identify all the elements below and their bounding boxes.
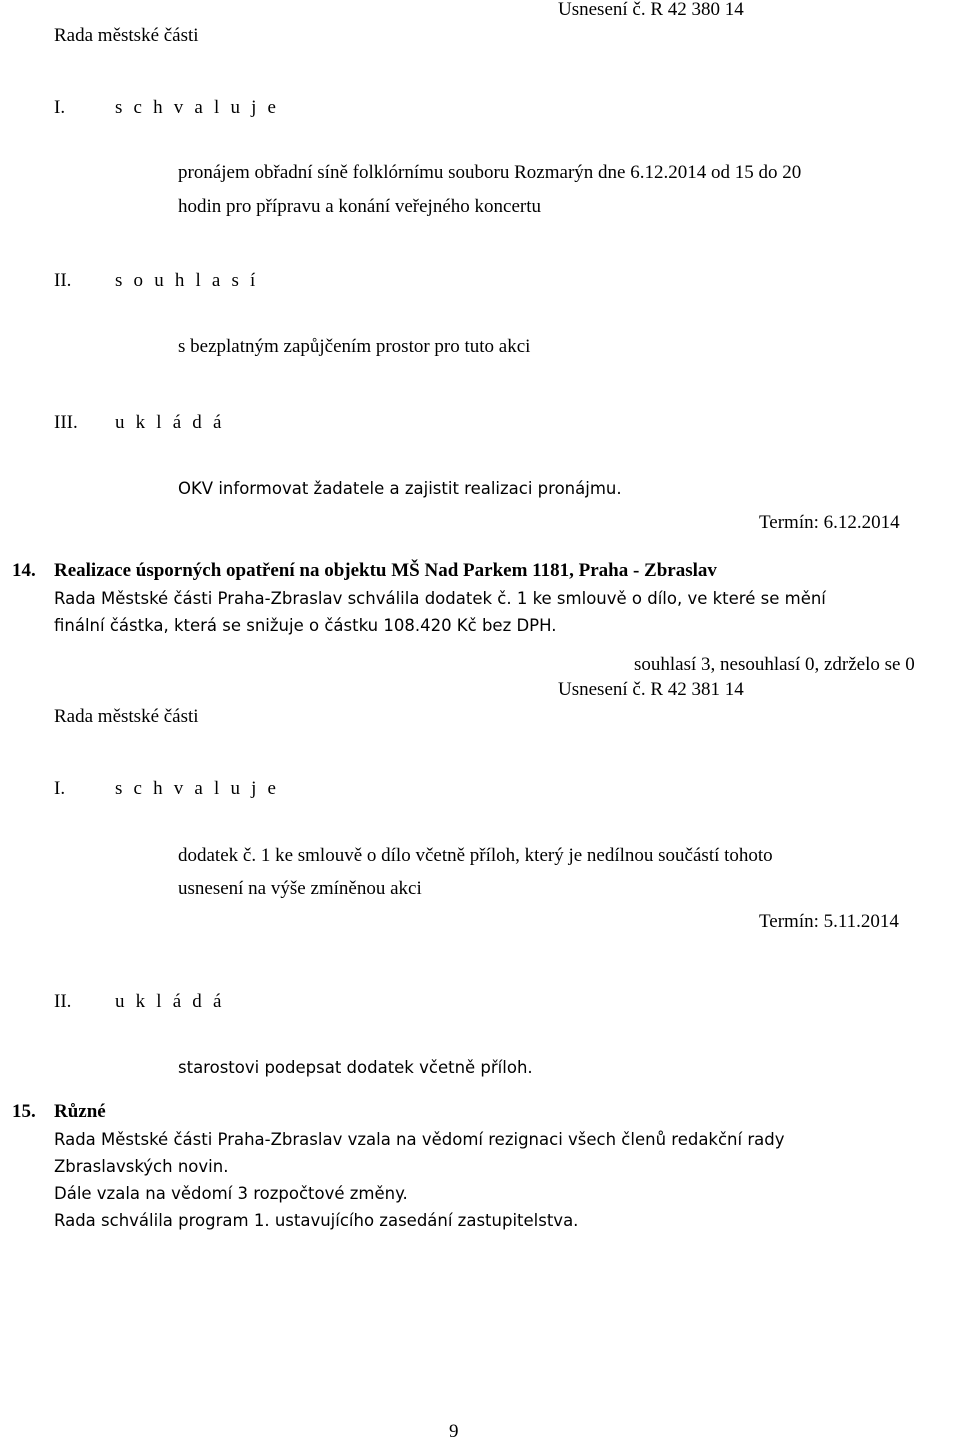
item-verb: u k l á d á bbox=[115, 991, 225, 1012]
item-text-line: hodin pro přípravu a konání veřejného koncertu bbox=[178, 196, 541, 217]
item-text-line: pronájem obřadní síně folklórnímu souboru Rozmarýn dne 6.12.2014 od 15 do 20 bbox=[178, 162, 802, 183]
item-verb: s c h v a l u j e bbox=[115, 778, 280, 799]
item-text-line: OKV informovat žadatele a zajistit realizaci pronájmu. bbox=[178, 479, 622, 498]
section-text-line: Rada schválila program 1. ustavujícího zasedání zastupitelstva. bbox=[54, 1211, 579, 1230]
deadline: Termín: 6.12.2014 bbox=[759, 512, 900, 533]
item-numeral: II. bbox=[54, 270, 72, 291]
item-text-line: s bezplatným zapůjčením prostor pro tuto akci bbox=[178, 336, 531, 357]
item-verb: s o u h l a s í bbox=[115, 270, 259, 291]
item-verb: s c h v a l u j e bbox=[115, 97, 280, 118]
resolution-number: Usnesení č. R 42 381 14 bbox=[558, 679, 744, 700]
item-verb: u k l á d á bbox=[115, 412, 225, 433]
section-number: 15. bbox=[12, 1101, 36, 1122]
section-text-line: Dále vzala na vědomí 3 rozpočtové změny. bbox=[54, 1184, 408, 1203]
section-number: 14. bbox=[12, 560, 36, 581]
item-text-line: usnesení na výše zmíněnou akci bbox=[178, 878, 422, 899]
item-numeral: III. bbox=[54, 412, 78, 433]
board-name: Rada městské části bbox=[54, 25, 199, 46]
vote-result: souhlasí 3, nesouhlasí 0, zdrželo se 0 bbox=[634, 654, 915, 675]
section-desc-line: Rada Městské části Praha-Zbraslav schválila dodatek č. 1 ke smlouvě o dílo, ve které se mění bbox=[54, 589, 826, 608]
item-numeral: I. bbox=[54, 97, 66, 118]
item-text-line: dodatek č. 1 ke smlouvě o dílo včetně příloh, který je nedílnou součástí tohoto bbox=[178, 845, 773, 866]
deadline: Termín: 5.11.2014 bbox=[759, 911, 899, 932]
section-title: Realizace úsporných opatření na objektu MŠ Nad Parkem 1181, Praha - Zbraslav bbox=[54, 560, 717, 581]
section-text-line: Zbraslavských novin. bbox=[54, 1157, 229, 1176]
item-numeral: II. bbox=[54, 991, 72, 1012]
board-name: Rada městské části bbox=[54, 706, 199, 727]
item-text-line: starostovi podepsat dodatek včetně příloh. bbox=[178, 1058, 533, 1077]
page-number: 9 bbox=[449, 1421, 459, 1442]
resolution-number: Usnesení č. R 42 380 14 bbox=[558, 0, 744, 20]
section-title: Různé bbox=[54, 1101, 106, 1122]
section-text-line: Rada Městské části Praha-Zbraslav vzala na vědomí rezignaci všech členů redakční rady bbox=[54, 1130, 785, 1149]
section-desc-line: finální částka, která se snižuje o částku 108.420 Kč bez DPH. bbox=[54, 616, 557, 635]
item-numeral: I. bbox=[54, 778, 66, 799]
